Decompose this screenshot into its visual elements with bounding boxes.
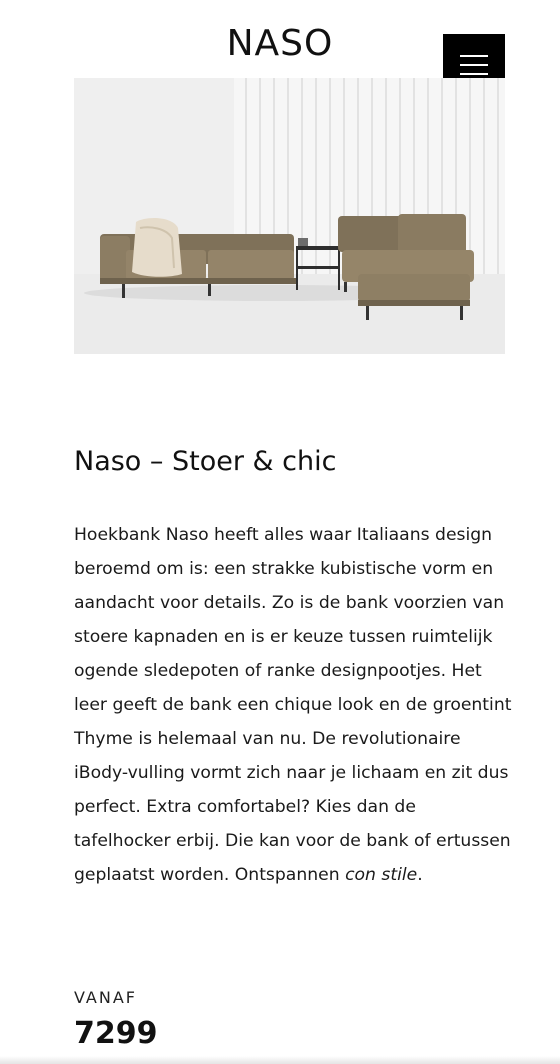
hamburger-menu-icon [460,55,488,75]
price-value: 7299 [74,1016,158,1051]
sofa-illustration [74,78,505,354]
price-label: VANAF [74,988,137,1007]
site-header [0,0,560,80]
bottom-shade [0,1056,560,1064]
article-title: Naso – Stoer & chic [74,446,337,477]
article-body-end: . [417,865,423,885]
brand-logo[interactable]: NASO [226,23,334,64]
article-body [74,518,514,892]
article-body-emphasis: con stile [345,865,418,885]
article-body-main: Hoekbank Naso heeft alles waar Italiaans design beroemd om is: een strakke kubistische vorm en aandacht voor details. Zo is de bank voorzien van stoere kapnaden en is er keuze tussen ruimtelijk ogende sledepoten of ranke designpootjes. Het leer geeft de bank een chique look en de groentint Thyme is helemaal van nu. De revolutionaire iBody-vulling vormt zich naar je lichaam en zit dus perfect. Extra comfortabel? Kies dan de tafelhocker erbij. Die kan voor de bank of ertussen geplaatst worden. Ontspannen [74,525,512,885]
product-photo-sofa [74,78,505,354]
